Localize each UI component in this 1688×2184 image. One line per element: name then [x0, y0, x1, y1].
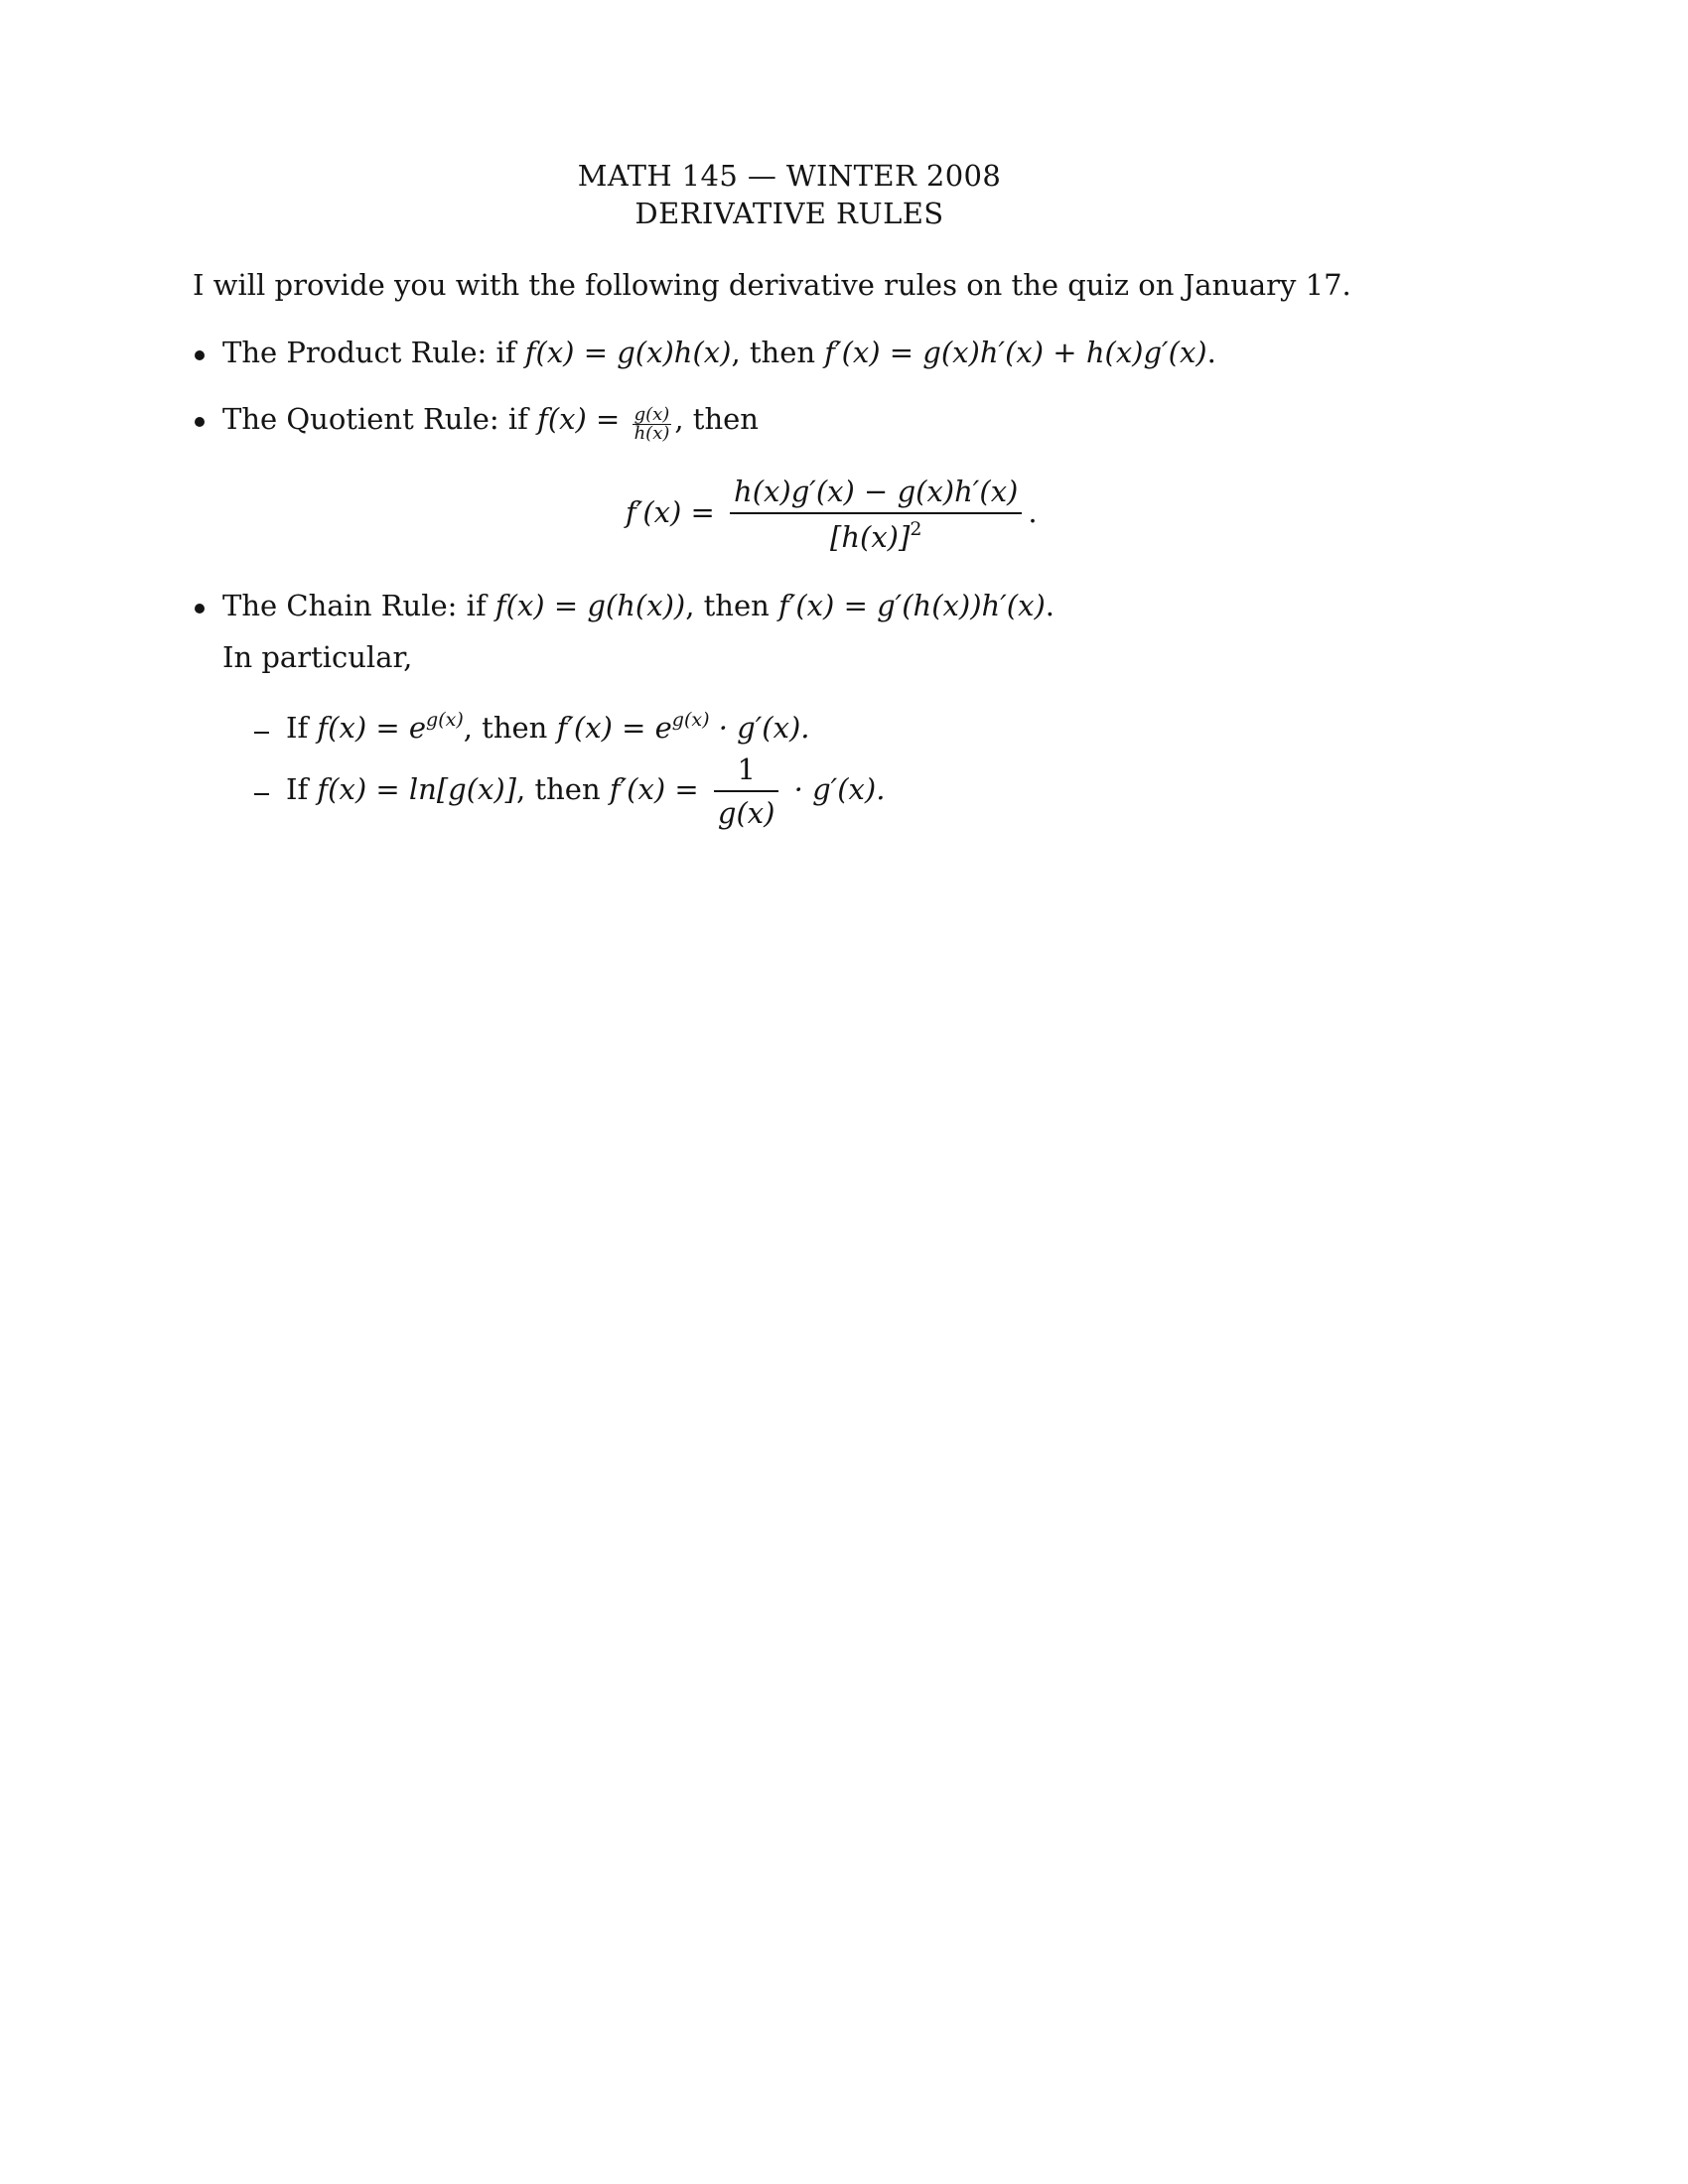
- document-title: DERIVATIVE RULES: [634, 197, 944, 230]
- intro-paragraph: I will provide you with the following derivative rules on the quiz on January 17.: [193, 268, 1351, 302]
- in-particular-text: In particular,: [222, 640, 413, 674]
- course-title: MATH 145 — WINTER 2008: [577, 159, 1002, 193]
- chain-rule-end: .: [1045, 589, 1055, 622]
- quotient-small-denominator: h(x): [633, 423, 670, 444]
- quotient-rule-label: The Quotient Rule: if: [222, 402, 538, 436]
- chain-rule-label: The Chain Rule: if: [222, 589, 495, 622]
- quotient-display-fraction: [730, 475, 1022, 554]
- quotient-display-numerator: h(x)g′(x) − g(x)h′(x): [730, 475, 1022, 514]
- quotient-small-fraction: [633, 406, 672, 443]
- quotient-display-lhs: f′(x) =: [626, 495, 725, 529]
- product-rule-end: .: [1206, 336, 1216, 369]
- chain-rule-f-def: f(x) = g(h(x)): [494, 589, 686, 622]
- product-rule-item: [222, 336, 1216, 369]
- exponential-case: If $f(x) = e^{g(x)}$, then $f'(x) = e^{g(x)} \cdot g'(x)$.: [286, 709, 810, 745]
- logarithm-case: If f(x) = ln[g(x)], then f′(x) = $\frac{1}{g(x)}$ · g′(x).: [286, 752, 886, 830]
- dash-icon: [254, 732, 269, 734]
- product-rule-label: The Product Rule: if: [222, 336, 525, 369]
- quotient-display-equation: [626, 475, 1038, 554]
- quotient-display-end: .: [1028, 495, 1038, 529]
- chain-rule-item: [222, 589, 1055, 622]
- log-case-fraction: [714, 752, 779, 830]
- product-rule-then: , then: [731, 336, 825, 369]
- bullet-icon: [195, 604, 205, 614]
- product-rule-f-def: f(x) = g(x)h(x): [524, 336, 732, 369]
- bullet-icon: [195, 417, 205, 427]
- product-rule-f-prime: f′(x) = g(x)h′(x) + h(x)g′(x): [824, 336, 1207, 369]
- log-case-numerator: 1: [714, 752, 779, 792]
- quotient-display-denominator: $[h(x)]^2$: [830, 518, 922, 554]
- quotient-rule-item: [222, 402, 759, 443]
- quotient-rule-then: , then: [674, 402, 759, 436]
- chain-rule-f-prime: f′(x) = g′(h(x))h′(x): [778, 589, 1046, 622]
- chain-rule-then: , then: [685, 589, 779, 622]
- log-case-denominator: g(x): [717, 796, 775, 830]
- quotient-small-numerator: g(x): [633, 406, 672, 425]
- dash-icon: [254, 793, 269, 795]
- quotient-rule-f-lhs: f(x) =: [537, 402, 630, 436]
- bullet-icon: [195, 350, 205, 360]
